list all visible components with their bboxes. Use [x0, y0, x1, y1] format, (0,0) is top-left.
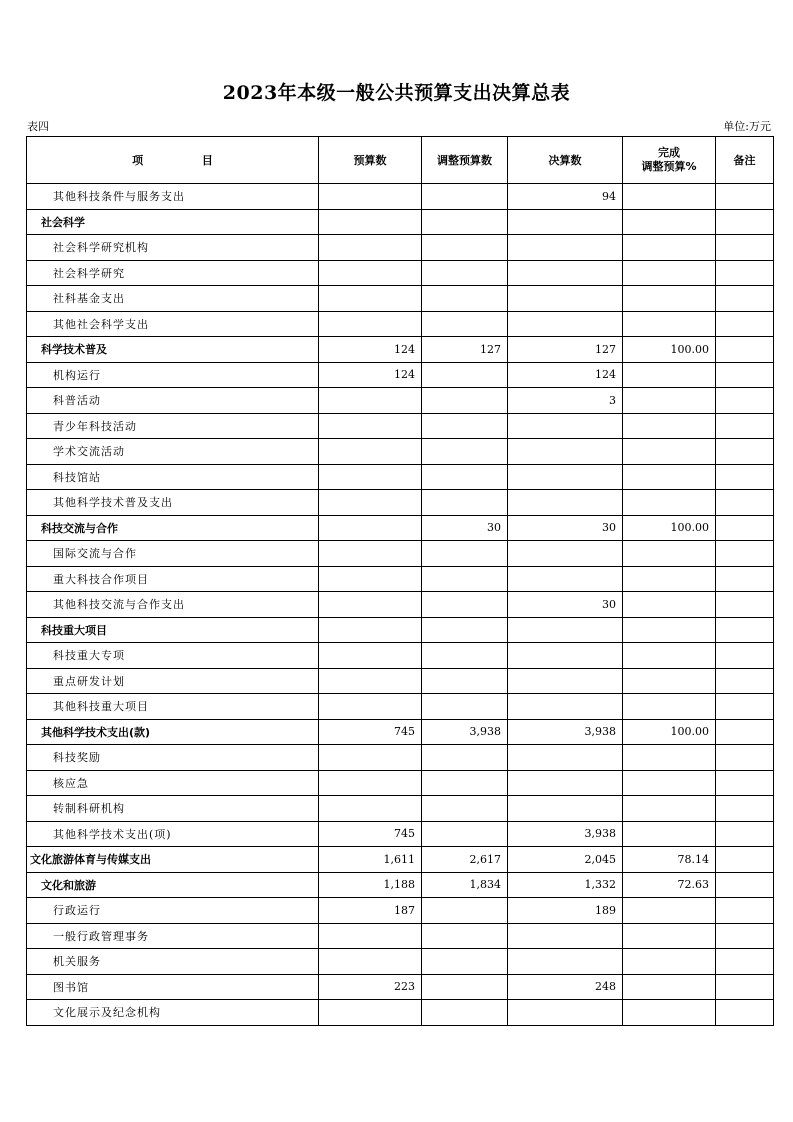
item-name-cell: 科技馆站: [27, 464, 319, 490]
adjusted-cell: [422, 1000, 508, 1026]
note-cell: [716, 388, 774, 414]
item-name-cell: 学术交流活动: [27, 439, 319, 465]
budget-cell: [319, 949, 422, 975]
table-row: [27, 974, 774, 1000]
completion-pct-cell: [623, 694, 716, 720]
table-row: [27, 311, 774, 337]
table-row: [27, 439, 774, 465]
budget-cell: [319, 592, 422, 618]
budget-cell: [319, 541, 422, 567]
budget-cell: [319, 770, 422, 796]
unit-label: 单位:万元: [723, 120, 771, 133]
header-completion: [623, 137, 716, 184]
completion-pct-cell: 72.63: [623, 872, 716, 898]
completion-pct-cell: [623, 260, 716, 286]
budget-cell: 1,188: [319, 872, 422, 898]
completion-pct-cell: [623, 413, 716, 439]
table-row: [27, 745, 774, 771]
completion-pct-cell: [623, 286, 716, 312]
item-name-cell: 机关服务: [27, 949, 319, 975]
item-name-cell: 青少年科技活动: [27, 413, 319, 439]
note-cell: [716, 745, 774, 771]
completion-pct-cell: [623, 974, 716, 1000]
item-name-cell: 科技重大专项: [27, 643, 319, 669]
budget-cell: [319, 439, 422, 465]
table-row: [27, 1000, 774, 1026]
completion-pct-cell: [623, 745, 716, 771]
budget-cell: [319, 617, 422, 643]
item-name-cell: 重大科技合作项目: [27, 566, 319, 592]
completion-pct-cell: [623, 439, 716, 465]
final-cell: [508, 643, 623, 669]
header-note: 备注: [716, 137, 774, 184]
table-row: [27, 541, 774, 567]
table-header-row: [27, 137, 774, 184]
note-cell: [716, 643, 774, 669]
note-cell: [716, 872, 774, 898]
adjusted-cell: [422, 745, 508, 771]
adjusted-cell: [422, 388, 508, 414]
note-cell: [716, 209, 774, 235]
final-cell: [508, 464, 623, 490]
adjusted-cell: 30: [422, 515, 508, 541]
item-name-cell: 科技重大项目: [27, 617, 319, 643]
completion-pct-cell: [623, 566, 716, 592]
completion-pct-cell: [623, 388, 716, 414]
adjusted-cell: [422, 821, 508, 847]
final-cell: 189: [508, 898, 623, 924]
note-cell: [716, 821, 774, 847]
table-row: [27, 643, 774, 669]
table-row: [27, 898, 774, 924]
adjusted-cell: [422, 592, 508, 618]
completion-pct-cell: 100.00: [623, 337, 716, 363]
note-cell: [716, 337, 774, 363]
final-cell: [508, 311, 623, 337]
budget-cell: [319, 796, 422, 822]
adjusted-cell: [422, 260, 508, 286]
adjusted-cell: [422, 413, 508, 439]
table-row: [27, 847, 774, 873]
table-row: [27, 388, 774, 414]
table-row: [27, 362, 774, 388]
budget-cell: [319, 184, 422, 210]
item-name-cell: 其他科学技术支出(款): [27, 719, 319, 745]
table-row: [27, 872, 774, 898]
completion-pct-cell: 100.00: [623, 515, 716, 541]
completion-pct-cell: [623, 235, 716, 261]
note-cell: [716, 184, 774, 210]
budget-table: [26, 136, 774, 1026]
table-row: [27, 923, 774, 949]
budget-cell: [319, 694, 422, 720]
table-row: [27, 337, 774, 363]
item-name-cell: 社会科学研究: [27, 260, 319, 286]
final-cell: [508, 617, 623, 643]
table-body: [27, 184, 774, 1026]
budget-cell: [319, 668, 422, 694]
final-cell: [508, 949, 623, 975]
table-row: [27, 566, 774, 592]
table-row: [27, 464, 774, 490]
completion-pct-cell: [623, 541, 716, 567]
note-cell: [716, 617, 774, 643]
item-name-cell: 重点研发计划: [27, 668, 319, 694]
adjusted-cell: [422, 286, 508, 312]
item-name-cell: 核应急: [27, 770, 319, 796]
final-cell: 3,938: [508, 821, 623, 847]
table-row: [27, 490, 774, 516]
item-name-cell: 转制科研机构: [27, 796, 319, 822]
completion-pct-cell: [623, 643, 716, 669]
final-cell: [508, 1000, 623, 1026]
final-cell: [508, 490, 623, 516]
table-row: [27, 260, 774, 286]
header-completion-line2: 调整预算%: [641, 160, 697, 173]
budget-cell: [319, 566, 422, 592]
item-name-cell: 社科基金支出: [27, 286, 319, 312]
budget-cell: 745: [319, 821, 422, 847]
completion-pct-cell: [623, 592, 716, 618]
budget-cell: [319, 260, 422, 286]
note-cell: [716, 1000, 774, 1026]
final-cell: [508, 770, 623, 796]
table-row: [27, 286, 774, 312]
adjusted-cell: [422, 311, 508, 337]
table-row: [27, 592, 774, 618]
note-cell: [716, 439, 774, 465]
final-cell: 94: [508, 184, 623, 210]
item-name-cell: 科技奖励: [27, 745, 319, 771]
table-row: [27, 209, 774, 235]
header-item: 项 目: [27, 137, 319, 184]
final-cell: [508, 796, 623, 822]
table-row: [27, 413, 774, 439]
adjusted-cell: [422, 541, 508, 567]
final-cell: 248: [508, 974, 623, 1000]
budget-cell: [319, 490, 422, 516]
completion-pct-cell: [623, 362, 716, 388]
item-name-cell: 其他科技条件与服务支出: [27, 184, 319, 210]
item-name-cell: 国际交流与合作: [27, 541, 319, 567]
table-row: [27, 949, 774, 975]
final-cell: [508, 541, 623, 567]
completion-pct-cell: [623, 949, 716, 975]
note-cell: [716, 541, 774, 567]
completion-pct-cell: [623, 796, 716, 822]
header-completion-line1: 完成: [658, 146, 680, 159]
adjusted-cell: [422, 796, 508, 822]
item-name-cell: 科技交流与合作: [27, 515, 319, 541]
budget-cell: 1,611: [319, 847, 422, 873]
table-row: [27, 235, 774, 261]
final-cell: [508, 668, 623, 694]
completion-pct-cell: [623, 184, 716, 210]
header-adjusted: 调整预算数: [422, 137, 508, 184]
completion-pct-cell: [623, 1000, 716, 1026]
note-cell: [716, 668, 774, 694]
adjusted-cell: [422, 974, 508, 1000]
adjusted-cell: [422, 770, 508, 796]
note-cell: [716, 592, 774, 618]
note-cell: [716, 694, 774, 720]
adjusted-cell: [422, 643, 508, 669]
note-cell: [716, 770, 774, 796]
budget-cell: [319, 1000, 422, 1026]
note-cell: [716, 490, 774, 516]
item-name-cell: 其他科学技术普及支出: [27, 490, 319, 516]
table-row: [27, 668, 774, 694]
table-row: [27, 515, 774, 541]
completion-pct-cell: [623, 898, 716, 924]
final-cell: [508, 694, 623, 720]
budget-cell: [319, 923, 422, 949]
final-cell: [508, 209, 623, 235]
table-row: [27, 184, 774, 210]
budget-cell: [319, 643, 422, 669]
item-name-cell: 文化展示及纪念机构: [27, 1000, 319, 1026]
adjusted-cell: [422, 898, 508, 924]
adjusted-cell: [422, 694, 508, 720]
table-row: [27, 617, 774, 643]
note-cell: [716, 949, 774, 975]
note-cell: [716, 464, 774, 490]
final-cell: [508, 745, 623, 771]
adjusted-cell: [422, 566, 508, 592]
adjusted-cell: [422, 923, 508, 949]
item-name-cell: 机构运行: [27, 362, 319, 388]
final-cell: [508, 566, 623, 592]
final-cell: 124: [508, 362, 623, 388]
note-cell: [716, 796, 774, 822]
item-name-cell: 其他科技重大项目: [27, 694, 319, 720]
note-cell: [716, 235, 774, 261]
adjusted-cell: 1,834: [422, 872, 508, 898]
item-name-cell: 科普活动: [27, 388, 319, 414]
budget-cell: 124: [319, 337, 422, 363]
final-cell: 1,332: [508, 872, 623, 898]
adjusted-cell: [422, 235, 508, 261]
adjusted-cell: 127: [422, 337, 508, 363]
page-title: 2023年本级一般公共预算支出决算总表: [222, 82, 571, 104]
item-name-cell: 图书馆: [27, 974, 319, 1000]
item-name-cell: 其他科学技术支出(项): [27, 821, 319, 847]
budget-cell: 745: [319, 719, 422, 745]
completion-pct-cell: 100.00: [623, 719, 716, 745]
adjusted-cell: 3,938: [422, 719, 508, 745]
completion-pct-cell: [623, 464, 716, 490]
completion-pct-cell: [623, 311, 716, 337]
note-cell: [716, 566, 774, 592]
final-cell: [508, 413, 623, 439]
item-name-cell: 科学技术普及: [27, 337, 319, 363]
budget-cell: [319, 515, 422, 541]
final-cell: [508, 439, 623, 465]
adjusted-cell: [422, 949, 508, 975]
budget-cell: 223: [319, 974, 422, 1000]
budget-cell: [319, 235, 422, 261]
budget-cell: [319, 388, 422, 414]
header-budget: 预算数: [319, 137, 422, 184]
item-name-cell: 文化和旅游: [27, 872, 319, 898]
table-row: [27, 694, 774, 720]
item-name-cell: 社会科学研究机构: [27, 235, 319, 261]
final-cell: 3: [508, 388, 623, 414]
budget-cell: [319, 311, 422, 337]
completion-pct-cell: [623, 490, 716, 516]
item-name-cell: 其他科技交流与合作支出: [27, 592, 319, 618]
table-row: [27, 796, 774, 822]
final-cell: [508, 923, 623, 949]
budget-cell: 187: [319, 898, 422, 924]
note-cell: [716, 923, 774, 949]
adjusted-cell: [422, 209, 508, 235]
item-name-cell: 其他社会科学支出: [27, 311, 319, 337]
final-cell: 30: [508, 515, 623, 541]
note-cell: [716, 260, 774, 286]
table-row: [27, 770, 774, 796]
table-row: [27, 719, 774, 745]
item-name-cell: 行政运行: [27, 898, 319, 924]
budget-cell: [319, 209, 422, 235]
note-cell: [716, 515, 774, 541]
completion-pct-cell: [623, 923, 716, 949]
final-cell: [508, 260, 623, 286]
note-cell: [716, 413, 774, 439]
note-cell: [716, 974, 774, 1000]
note-cell: [716, 286, 774, 312]
adjusted-cell: [422, 464, 508, 490]
note-cell: [716, 898, 774, 924]
completion-pct-cell: 78.14: [623, 847, 716, 873]
item-name-cell: 社会科学: [27, 209, 319, 235]
table-row: [27, 821, 774, 847]
adjusted-cell: [422, 490, 508, 516]
item-name-cell: 文化旅游体育与传媒支出: [27, 847, 319, 873]
final-cell: 3,938: [508, 719, 623, 745]
final-cell: 127: [508, 337, 623, 363]
final-cell: 30: [508, 592, 623, 618]
adjusted-cell: [422, 439, 508, 465]
completion-pct-cell: [623, 617, 716, 643]
adjusted-cell: [422, 184, 508, 210]
note-cell: [716, 311, 774, 337]
header-final: 决算数: [508, 137, 623, 184]
final-cell: [508, 235, 623, 261]
budget-cell: [319, 745, 422, 771]
adjusted-cell: [422, 668, 508, 694]
final-cell: 2,045: [508, 847, 623, 873]
table-number: 表四: [27, 120, 49, 133]
completion-pct-cell: [623, 821, 716, 847]
item-name-cell: 一般行政管理事务: [27, 923, 319, 949]
adjusted-cell: [422, 617, 508, 643]
completion-pct-cell: [623, 770, 716, 796]
note-cell: [716, 362, 774, 388]
budget-cell: [319, 464, 422, 490]
adjusted-cell: 2,617: [422, 847, 508, 873]
note-cell: [716, 847, 774, 873]
completion-pct-cell: [623, 209, 716, 235]
final-cell: [508, 286, 623, 312]
note-cell: [716, 719, 774, 745]
adjusted-cell: [422, 362, 508, 388]
completion-pct-cell: [623, 668, 716, 694]
budget-cell: [319, 413, 422, 439]
budget-cell: [319, 286, 422, 312]
budget-cell: 124: [319, 362, 422, 388]
